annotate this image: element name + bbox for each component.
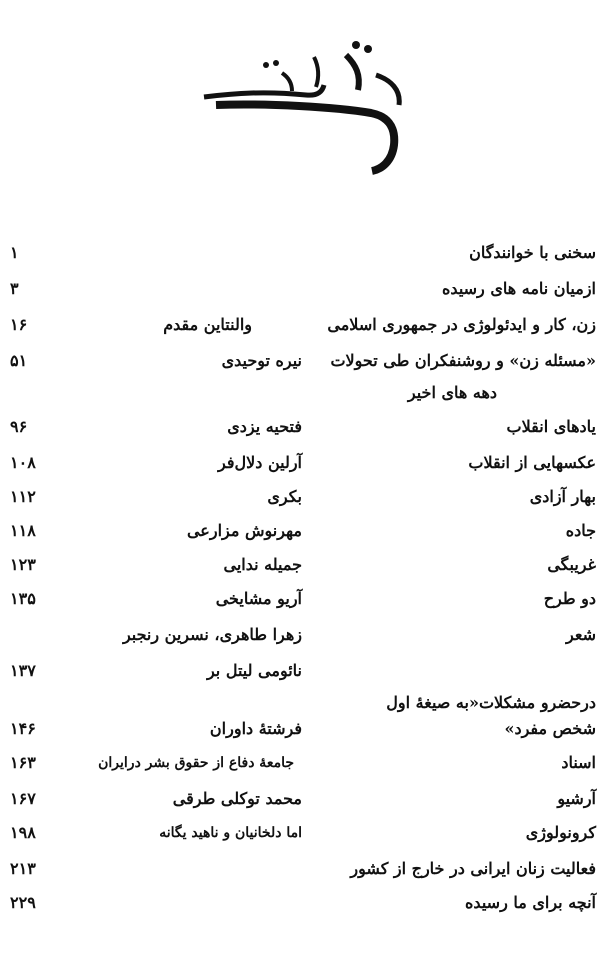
toc-entry-page: ۱ [10,243,19,262]
toc-entry-author: بکری [267,487,302,506]
toc-entry [0,552,612,578]
toc-entry-title: درحضرو مشکلات«به صیغهٔ اول [386,693,596,712]
toc-entry [0,348,612,374]
page-heading-text: فهرست [304,153,308,154]
toc-entry-author: جامعهٔ دفاع از حقوق بشر درایران [98,755,294,771]
toc-entry-title: «مسئله زن» و روشنفکران طی تحولات [330,351,596,370]
toc-entry-continuation [0,716,612,742]
toc-entry-title-line2: شخص مفرد» [504,719,596,738]
toc-entry-title: جاده [565,521,596,540]
toc-entry-title: سخنی با خوانندگان [469,243,596,262]
toc-entry-page: ۱۹۸ [10,823,36,842]
toc-entry-page: ۱۳۵ [10,589,36,608]
toc-entry-page: ۱۲۳ [10,555,36,574]
toc-entry-author: فتحیه یزدی [227,417,302,436]
toc-entry-author: نیره توحیدی [221,351,302,370]
toc-entry [0,890,612,916]
toc-entry-title: یادهای انقلاب [506,417,596,436]
toc-entry-page: ۱۱۲ [10,487,36,506]
toc-entry-title: شعر [566,625,596,644]
toc-entry-page: ۵۱ [10,351,28,370]
toc-entry [0,690,612,716]
toc-entry-title-line2: دهه های اخیر [407,383,497,402]
toc-entry-author: جمیله ندایی [223,555,302,574]
toc-entry-title: کرونولوژی [525,823,596,842]
toc-entry-continuation [0,380,612,406]
toc-entry [0,658,612,684]
toc-entry-page: ۱۶۳ [10,753,36,772]
toc-entry [0,786,612,812]
toc-entry-author: والنتاین مقدم [163,315,252,334]
toc-entry-page: ۱۰۸ [10,453,36,472]
toc-entry-author: نائومی لیتل بر [206,661,302,680]
toc-entry [0,240,612,266]
toc-entry [0,312,612,338]
toc-entry-author: مهرنوش مزارعی [186,521,302,540]
toc-entry-page: ۱۶۷ [10,789,36,808]
toc-entry-page: ۱۴۶ [10,719,36,738]
toc-entry-author: فرشتهٔ داوران [209,719,302,738]
toc-entry-title: دو طرح [543,589,596,608]
toc-entry-page: ۱۳۷ [10,661,36,680]
toc-entry [0,586,612,612]
toc-entry [0,484,612,510]
toc-entry-author: اما دلخانیان و ناهید یگانه [159,825,302,841]
toc-entry [0,276,612,302]
toc-entry-title: عکسهایی از انقلاب [468,453,596,472]
toc-entry-title: آنچه برای ما رسیده [465,893,596,912]
toc-entry [0,414,612,440]
toc-entry-title: آرشیو [557,789,596,808]
toc-entry [0,820,612,846]
toc-entry-title: ازمیان نامه های رسیده [442,279,596,298]
toc-entry-title: فعالیت زنان ایرانی در خارج از کشور [350,859,596,878]
toc-entry-page: ۲۲۹ [10,893,36,912]
toc-entry-author: زهرا طاهری، نسرین رنجبر [122,625,302,644]
toc-entry [0,622,612,648]
toc-entry-title: بهار آزادی [529,487,596,506]
toc-entry-author: محمد توکلی طرقی [172,789,302,808]
toc-entry-page: ۱۱۸ [10,521,36,540]
toc-entry-page: ۹۶ [10,417,28,436]
toc-entry [0,750,612,776]
toc-entry-author: آریو مشایخی [215,589,302,608]
toc-entry-title: غریبگی [547,555,596,574]
toc-entry-author: آرلین دلال‌فر [218,453,302,472]
toc-entry-page: ۱۶ [10,315,28,334]
toc-entry [0,856,612,882]
toc-entry [0,450,612,476]
toc-entry-page: ۲۱۳ [10,859,36,878]
toc-entry-page: ۳ [10,279,19,298]
toc-entry [0,518,612,544]
toc-entry-title: زن، کار و ایدئولوژی در جمهوری اسلامی [327,315,596,334]
toc-entry-title: اسناد [561,753,596,772]
